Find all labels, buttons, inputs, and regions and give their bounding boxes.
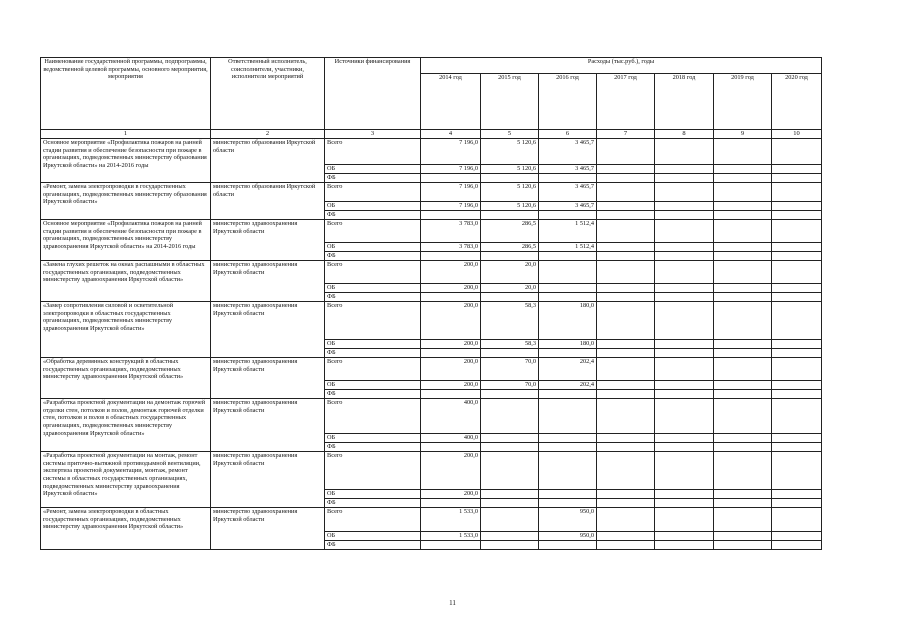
- empty-cell: [772, 340, 822, 349]
- ob-value: 400,0: [421, 434, 481, 443]
- measure-executor: министерство здравоохранения Иркутской области: [211, 399, 325, 452]
- empty-cell: [714, 243, 772, 252]
- ob-value: 1 533,0: [421, 532, 481, 541]
- source-total-label: Всего: [325, 183, 421, 202]
- empty-cell: [481, 252, 539, 261]
- empty-cell: [714, 490, 772, 499]
- funding-table: [40, 57, 822, 550]
- empty-cell: [597, 381, 655, 390]
- empty-cell: [772, 139, 822, 165]
- empty-cell: [655, 508, 714, 532]
- empty-cell: [481, 211, 539, 220]
- empty-cell: [597, 202, 655, 211]
- total-value: 3 783,0: [421, 220, 481, 243]
- total-value: 180,0: [539, 302, 597, 340]
- empty-cell: [772, 261, 822, 284]
- measure-name: «Замер сопротивления силовой и осветительной электропроводки в областных государственных организациях, подведомственных министерству здравоохранения Иркутской области»: [41, 302, 211, 358]
- measure-name: «Замена глухих решеток на окнах распашными в областных государственных организациях, подведомственных министерству здравоохранения Иркутской области»: [41, 261, 211, 302]
- ob-value: 950,0: [539, 532, 597, 541]
- empty-cell: [597, 349, 655, 358]
- empty-cell: [597, 211, 655, 220]
- total-value: 7 196,0: [421, 183, 481, 202]
- total-value: [539, 399, 597, 434]
- empty-cell: [714, 340, 772, 349]
- table-row: [41, 358, 822, 381]
- empty-cell: [597, 541, 655, 550]
- table-row: [41, 302, 822, 340]
- empty-cell: [714, 358, 772, 381]
- empty-cell: [539, 390, 597, 399]
- header-executor: Ответственный исполнитель, соисполнители, участники, исполнители мероприятий: [211, 58, 325, 130]
- source-fb-label: ФБ: [325, 293, 421, 302]
- empty-cell: [655, 165, 714, 174]
- empty-cell: [539, 252, 597, 261]
- empty-cell: [539, 499, 597, 508]
- ob-value: [481, 490, 539, 499]
- empty-cell: [714, 139, 772, 165]
- total-value: 200,0: [421, 302, 481, 340]
- empty-cell: [714, 452, 772, 490]
- column-number: 2: [211, 130, 325, 139]
- total-value: 400,0: [421, 399, 481, 434]
- source-total-label: Всего: [325, 508, 421, 532]
- empty-cell: [714, 261, 772, 284]
- header-year: 2019 год: [714, 74, 772, 130]
- empty-cell: [714, 508, 772, 532]
- ob-value: [539, 284, 597, 293]
- ob-value: 286,5: [481, 243, 539, 252]
- empty-cell: [655, 349, 714, 358]
- empty-cell: [481, 349, 539, 358]
- empty-cell: [714, 532, 772, 541]
- column-number: 3: [325, 130, 421, 139]
- measure-name: Основное мероприятие «Профилактика пожаров на ранней стадии развития и обеспечение безопасности при пожаре в организациях, подведомственных министерству образования Иркутской области» на 2014-2016 годы: [41, 139, 211, 183]
- page-number: 11: [449, 599, 456, 607]
- total-value: 5 120,6: [481, 183, 539, 202]
- header-year: 2018 год: [655, 74, 714, 130]
- empty-cell: [655, 390, 714, 399]
- source-fb-label: ФБ: [325, 390, 421, 399]
- empty-cell: [655, 358, 714, 381]
- empty-cell: [421, 252, 481, 261]
- measure-name: «Ремонт, замена электропроводки в областных государственных организациях, подведомственных министерству здравоохранения Иркутской области»: [41, 508, 211, 550]
- empty-cell: [714, 252, 772, 261]
- ob-value: 20,0: [481, 284, 539, 293]
- ob-value: 180,0: [539, 340, 597, 349]
- total-value: 3 465,7: [539, 183, 597, 202]
- empty-cell: [714, 202, 772, 211]
- empty-cell: [772, 532, 822, 541]
- total-value: [481, 452, 539, 490]
- empty-cell: [714, 220, 772, 243]
- empty-cell: [597, 183, 655, 202]
- empty-cell: [655, 532, 714, 541]
- column-number: 9: [714, 130, 772, 139]
- empty-cell: [772, 390, 822, 399]
- measure-executor: министерство образования Иркутской области: [211, 139, 325, 183]
- empty-cell: [539, 541, 597, 550]
- measure-name: Основное мероприятие «Профилактика пожаров на ранней стадии развития и обеспечение безопасности при пожаре в организациях, подведомственных министерству здравоохранения Иркутской области» на 2014-2016 годы: [41, 220, 211, 261]
- empty-cell: [772, 499, 822, 508]
- source-total-label: Всего: [325, 220, 421, 243]
- empty-cell: [597, 399, 655, 434]
- empty-cell: [539, 293, 597, 302]
- empty-cell: [655, 183, 714, 202]
- ob-value: 200,0: [421, 381, 481, 390]
- ob-value: 200,0: [421, 340, 481, 349]
- source-ob-label: ОБ: [325, 165, 421, 174]
- empty-cell: [772, 174, 822, 183]
- empty-cell: [421, 390, 481, 399]
- empty-cell: [714, 165, 772, 174]
- measure-executor: министерство образования Иркутской области: [211, 183, 325, 220]
- empty-cell: [772, 508, 822, 532]
- empty-cell: [421, 174, 481, 183]
- empty-cell: [772, 452, 822, 490]
- empty-cell: [597, 532, 655, 541]
- empty-cell: [772, 284, 822, 293]
- empty-cell: [539, 174, 597, 183]
- total-value: 200,0: [421, 452, 481, 490]
- total-value: 950,0: [539, 508, 597, 532]
- empty-cell: [597, 139, 655, 165]
- empty-cell: [714, 211, 772, 220]
- source-fb-label: ФБ: [325, 174, 421, 183]
- total-value: 1 533,0: [421, 508, 481, 532]
- empty-cell: [772, 349, 822, 358]
- ob-value: 70,0: [481, 381, 539, 390]
- empty-cell: [421, 211, 481, 220]
- empty-cell: [597, 390, 655, 399]
- ob-value: 7 196,0: [421, 202, 481, 211]
- empty-cell: [714, 443, 772, 452]
- ob-value: 1 512,4: [539, 243, 597, 252]
- empty-cell: [772, 490, 822, 499]
- empty-cell: [714, 302, 772, 340]
- measure-executor: министерство здравоохранения Иркутской области: [211, 452, 325, 508]
- source-total-label: Всего: [325, 358, 421, 381]
- table-row: [41, 399, 822, 434]
- header-year: 2017 год: [597, 74, 655, 130]
- empty-cell: [772, 220, 822, 243]
- source-ob-label: ОБ: [325, 434, 421, 443]
- empty-cell: [655, 174, 714, 183]
- total-value: 7 196,0: [421, 139, 481, 165]
- empty-cell: [421, 499, 481, 508]
- empty-cell: [655, 490, 714, 499]
- source-total-label: Всего: [325, 399, 421, 434]
- empty-cell: [655, 139, 714, 165]
- empty-cell: [421, 349, 481, 358]
- empty-cell: [714, 349, 772, 358]
- empty-cell: [772, 302, 822, 340]
- ob-value: 3 783,0: [421, 243, 481, 252]
- ob-value: 202,4: [539, 381, 597, 390]
- total-value: [539, 261, 597, 284]
- source-ob-label: ОБ: [325, 340, 421, 349]
- total-value: 70,0: [481, 358, 539, 381]
- empty-cell: [597, 174, 655, 183]
- table-row: [41, 452, 822, 490]
- empty-cell: [597, 443, 655, 452]
- table-row: [41, 183, 822, 202]
- source-total-label: Всего: [325, 452, 421, 490]
- empty-cell: [655, 443, 714, 452]
- empty-cell: [655, 541, 714, 550]
- measure-name: «Обработка деревянных конструкций в областных государственных организациях, подведомственных министерству здравоохранения Иркутской области»: [41, 358, 211, 399]
- ob-value: [539, 490, 597, 499]
- source-fb-label: ФБ: [325, 541, 421, 550]
- empty-cell: [772, 252, 822, 261]
- ob-value: 3 465,7: [539, 165, 597, 174]
- empty-cell: [772, 202, 822, 211]
- measure-executor: министерство здравоохранения Иркутской области: [211, 508, 325, 550]
- empty-cell: [655, 499, 714, 508]
- empty-cell: [597, 220, 655, 243]
- empty-cell: [655, 202, 714, 211]
- source-fb-label: ФБ: [325, 349, 421, 358]
- empty-cell: [714, 183, 772, 202]
- total-value: 1 512,4: [539, 220, 597, 243]
- ob-value: 3 465,7: [539, 202, 597, 211]
- empty-cell: [655, 243, 714, 252]
- ob-value: 5 120,6: [481, 202, 539, 211]
- column-number: 5: [481, 130, 539, 139]
- source-total-label: Всего: [325, 139, 421, 165]
- total-value: 5 120,6: [481, 139, 539, 165]
- total-value: 200,0: [421, 358, 481, 381]
- source-fb-label: ФБ: [325, 443, 421, 452]
- empty-cell: [481, 443, 539, 452]
- measure-executor: министерство здравоохранения Иркутской области: [211, 302, 325, 358]
- header-name: Наименование государственной программы, подпрограммы, ведомственной целевой программы, основного мероприятия, мероприятия: [41, 58, 211, 130]
- empty-cell: [597, 261, 655, 284]
- table-row: [41, 220, 822, 243]
- empty-cell: [772, 443, 822, 452]
- source-ob-label: ОБ: [325, 490, 421, 499]
- ob-value: 58,3: [481, 340, 539, 349]
- empty-cell: [597, 284, 655, 293]
- empty-cell: [481, 174, 539, 183]
- empty-cell: [714, 284, 772, 293]
- source-fb-label: ФБ: [325, 252, 421, 261]
- empty-cell: [655, 434, 714, 443]
- empty-cell: [655, 293, 714, 302]
- empty-cell: [772, 434, 822, 443]
- empty-cell: [655, 340, 714, 349]
- total-value: [481, 508, 539, 532]
- empty-cell: [714, 174, 772, 183]
- empty-cell: [421, 443, 481, 452]
- empty-cell: [481, 499, 539, 508]
- empty-cell: [714, 541, 772, 550]
- empty-cell: [597, 499, 655, 508]
- empty-cell: [772, 358, 822, 381]
- source-ob-label: ОБ: [325, 243, 421, 252]
- empty-cell: [597, 293, 655, 302]
- total-value: 200,0: [421, 261, 481, 284]
- column-number: 1: [41, 130, 211, 139]
- source-fb-label: ФБ: [325, 211, 421, 220]
- empty-cell: [481, 293, 539, 302]
- empty-cell: [772, 243, 822, 252]
- source-ob-label: ОБ: [325, 381, 421, 390]
- ob-value: [481, 434, 539, 443]
- empty-cell: [655, 252, 714, 261]
- empty-cell: [655, 399, 714, 434]
- header-expenses: Расходы (тыс.руб.), годы: [421, 58, 822, 74]
- header-year: 2020 год: [772, 74, 822, 130]
- empty-cell: [597, 358, 655, 381]
- empty-cell: [597, 302, 655, 340]
- empty-cell: [655, 381, 714, 390]
- empty-cell: [597, 452, 655, 490]
- header-source: Источники финансирования: [325, 58, 421, 130]
- empty-cell: [597, 434, 655, 443]
- total-value: 3 465,7: [539, 139, 597, 165]
- empty-cell: [714, 399, 772, 434]
- empty-cell: [772, 293, 822, 302]
- total-value: 20,0: [481, 261, 539, 284]
- ob-value: 7 196,0: [421, 165, 481, 174]
- measure-name: «Ремонт, замена электропроводки в государственных организациях, подведомственных министерству образования Иркутской области»: [41, 183, 211, 220]
- measure-name: «Разработка проектной документации на демонтаж горючей отделки стен, потолков и полов, демонтаж горючей отделки стен, потолков и полов в областных государственных организациях, подведомственных министерству здравоохранения Иркутской области»: [41, 399, 211, 452]
- empty-cell: [772, 183, 822, 202]
- ob-value: 200,0: [421, 490, 481, 499]
- empty-cell: [481, 390, 539, 399]
- source-fb-label: ФБ: [325, 499, 421, 508]
- empty-cell: [714, 381, 772, 390]
- empty-cell: [597, 508, 655, 532]
- column-number-row: [41, 130, 822, 139]
- empty-cell: [772, 211, 822, 220]
- empty-cell: [655, 452, 714, 490]
- empty-cell: [597, 490, 655, 499]
- source-ob-label: ОБ: [325, 202, 421, 211]
- total-value: 202,4: [539, 358, 597, 381]
- column-number: 4: [421, 130, 481, 139]
- empty-cell: [597, 243, 655, 252]
- empty-cell: [714, 499, 772, 508]
- total-value: 286,5: [481, 220, 539, 243]
- empty-cell: [655, 284, 714, 293]
- empty-cell: [539, 349, 597, 358]
- table-row: [41, 508, 822, 532]
- empty-cell: [714, 434, 772, 443]
- column-number: 7: [597, 130, 655, 139]
- total-value: [539, 452, 597, 490]
- total-value: 58,3: [481, 302, 539, 340]
- empty-cell: [481, 541, 539, 550]
- measure-executor: министерство здравоохранения Иркутской области: [211, 358, 325, 399]
- source-total-label: Всего: [325, 261, 421, 284]
- empty-cell: [539, 443, 597, 452]
- empty-cell: [655, 220, 714, 243]
- measure-executor: министерство здравоохранения Иркутской области: [211, 261, 325, 302]
- table-row: [41, 261, 822, 284]
- empty-cell: [655, 302, 714, 340]
- empty-cell: [597, 165, 655, 174]
- measure-name: «Разработка проектной документации на монтаж, ремонт системы приточно-вытяжной противодымной вентиляции, экспертиза проектной документации, монтаж, ремонт системы в областных государственных организациях, подведомственных министерству здравоохранения Иркутской области»: [41, 452, 211, 508]
- empty-cell: [655, 261, 714, 284]
- table-row: [41, 139, 822, 165]
- source-ob-label: ОБ: [325, 532, 421, 541]
- empty-cell: [597, 252, 655, 261]
- header-year: 2016 год: [539, 74, 597, 130]
- header-year: 2015 год: [481, 74, 539, 130]
- empty-cell: [714, 390, 772, 399]
- empty-cell: [421, 541, 481, 550]
- empty-cell: [772, 399, 822, 434]
- ob-value: 200,0: [421, 284, 481, 293]
- measure-executor: министерство здравоохранения Иркутской области: [211, 220, 325, 261]
- ob-value: [539, 434, 597, 443]
- column-number: 6: [539, 130, 597, 139]
- empty-cell: [714, 293, 772, 302]
- column-number: 10: [772, 130, 822, 139]
- source-ob-label: ОБ: [325, 284, 421, 293]
- empty-cell: [772, 165, 822, 174]
- source-total-label: Всего: [325, 302, 421, 340]
- header-year: 2014 год: [421, 74, 481, 130]
- total-value: [481, 399, 539, 434]
- empty-cell: [597, 340, 655, 349]
- ob-value: [481, 532, 539, 541]
- empty-cell: [655, 211, 714, 220]
- empty-cell: [772, 541, 822, 550]
- column-number: 8: [655, 130, 714, 139]
- empty-cell: [772, 381, 822, 390]
- empty-cell: [421, 293, 481, 302]
- empty-cell: [539, 211, 597, 220]
- ob-value: 5 120,6: [481, 165, 539, 174]
